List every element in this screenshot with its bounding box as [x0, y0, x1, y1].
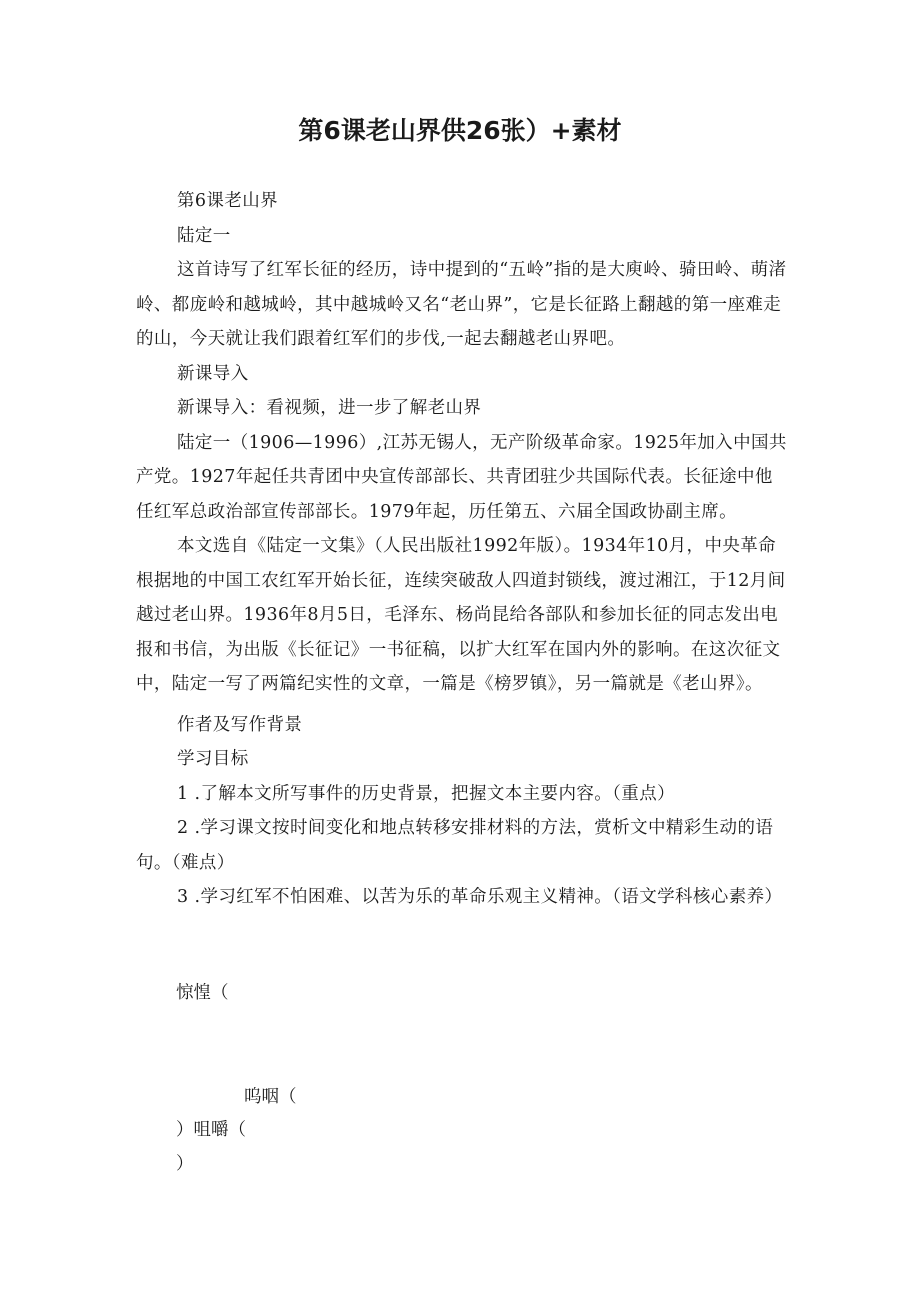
goal-item: 3 .学习红军不怕困难、以苦为乐的革命乐观主义精神。（语文学科核心素养）	[177, 887, 783, 907]
section-goals: 学习目标	[177, 749, 249, 769]
section-new-lesson: 新课导入	[177, 363, 249, 384]
vocab-item: ）	[176, 1154, 194, 1174]
new-lesson-line: 新课导入：看视频，进一步了解老山界	[177, 398, 482, 418]
background-paragraph: 本文选自《陆定一文集》（人民出版社1992年版）。1934年10月，中央革命根据地的中国工农红军开始长征，连续突破敌人四道封锁线，渡过湘江，于12月间越过老山界。1936年8月5日，毛泽东、杨尚昆给各部队和参加长征的同志发出电报和书信，为出版《长征记》一书征稿，以扩大红军在国内外的影响。在这次征文中，陆定一写了两篇纪实性的文章，一篇是《榜罗镇》，另一篇就是《老山界》。	[136, 536, 786, 694]
vocab-item: 惊惶（	[176, 983, 229, 1003]
vocab-item: 呜咽（	[244, 1087, 297, 1107]
document-body	[136, 184, 788, 915]
section-author-background: 作者及写作背景	[177, 714, 303, 735]
goal-item: 1 .了解本文所写事件的历史背景，把握文本主要内容。（重点）	[177, 783, 676, 804]
vocab-item: ）咀嚼（	[176, 1120, 246, 1140]
author-line: 陆定一	[177, 225, 231, 246]
intro-paragraph: 这首诗写了红军长征的经历，诗中提到的“五岭”指的是大庾岭、骑田岭、萌渚岭、都庞岭和越城岭，其中越城岭又名“老山界”，它是长征路上翻越的第一座难走的山，今天就让我们跟着红军们的步伐,一起去翻越老山界吧。	[136, 260, 787, 349]
author-bio-paragraph: 陆定一（1906—1996）,江苏无锡人，无产阶级革命家。1925年加入中国共产党。1927年起任共青团中央宣传部部长、共青团驻少共国际代表。长征途中他任红军总政治部宣传部部长。1979年起，历任第五、六届全国政协副主席。	[136, 432, 787, 522]
lesson-heading: 第6课老山界	[177, 191, 279, 211]
document-title: 第6课老山界供26张）+素材	[298, 116, 622, 145]
goal-item: 2 .学习课文按时间变化和地点转移安排材料的方法，赏析文中精彩生动的语句。（难点）	[136, 818, 774, 873]
